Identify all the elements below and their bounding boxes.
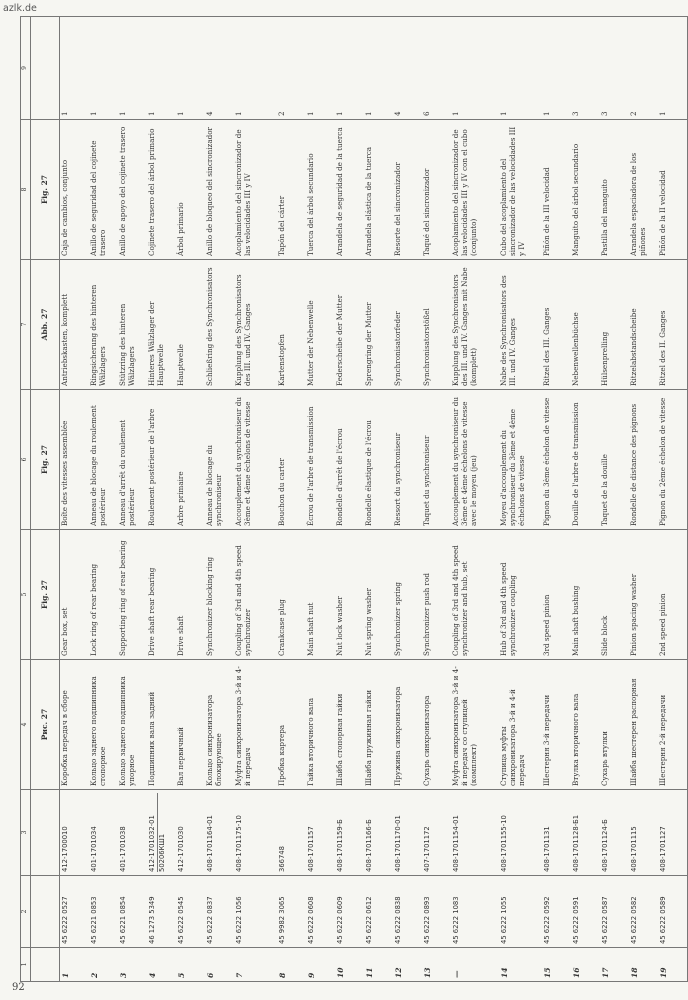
- quantity: 1: [147, 17, 176, 120]
- column-number-row: [21, 17, 31, 982]
- column-number: 6: [21, 390, 31, 530]
- part-code: 408-1701131: [542, 790, 571, 876]
- name-german: Ritzelabstandscheibe: [629, 260, 658, 390]
- quantity: 1: [451, 17, 499, 120]
- table-row: [629, 17, 658, 982]
- name-french: Anneau d'arrêt du roulement postérieur: [118, 390, 147, 530]
- catalog-number: 45 6221 0853: [89, 876, 118, 948]
- name-russian: Муфта синхронизатора 3-й и 4-й передач со ступицей (комплект): [451, 660, 499, 790]
- part-code: 408-1701127: [658, 790, 688, 876]
- quantity: 3: [600, 17, 629, 120]
- name-russian: Сухарь синхронизатора: [422, 660, 451, 790]
- quantity: 6: [422, 17, 451, 120]
- name-english: Slide block: [600, 530, 629, 660]
- name-spanish: Tuerca del árbol secundario: [306, 120, 335, 260]
- name-english: Lock ring of rear bearing: [89, 530, 118, 660]
- table-row: [451, 17, 499, 982]
- name-russian: Коробка передач в сборе: [60, 660, 90, 790]
- table-row: [118, 17, 147, 982]
- name-english: Hub of 3rd and 4th speed synchronizer coupling: [499, 530, 542, 660]
- catalog-number: 45 6222 0587: [600, 876, 629, 948]
- figure-header-en: Fig. 27: [31, 530, 60, 660]
- part-code: 408-1701157: [306, 790, 335, 876]
- name-english: Nut lock washer: [335, 530, 364, 660]
- name-spanish: Anillo de apoyo del cojinete trasero: [118, 120, 147, 260]
- figure-header-blank: [31, 876, 60, 948]
- item-number: 11: [364, 948, 393, 982]
- catalog-number: 45 6221 0854: [118, 876, 147, 948]
- figure-header-fr: Fig. 27: [31, 390, 60, 530]
- figure-header-blank: [31, 948, 60, 982]
- item-number: 8: [277, 948, 306, 982]
- part-code: 412-1700010: [60, 790, 90, 876]
- table-row: [234, 17, 277, 982]
- part-code: 408-1701154-01: [451, 790, 499, 876]
- item-number: 12: [393, 948, 422, 982]
- table-row: [658, 17, 688, 982]
- item-number: 3: [118, 948, 147, 982]
- column-number: 5: [21, 530, 31, 660]
- name-german: Federscheibe der Mutter: [335, 260, 364, 390]
- name-french: Accouplement du synchroniseur du 3ème et 4ème échelons de vitesse: [234, 390, 277, 530]
- name-german: Nebenwellenbüchse: [571, 260, 600, 390]
- catalog-number: 45 6222 1056: [234, 876, 277, 948]
- parts-table-body: [60, 17, 688, 982]
- name-russian: Кольцо заднего подшипника стопорное: [89, 660, 118, 790]
- name-spanish: Caja de cambios, conjunto: [60, 120, 90, 260]
- name-german: Nabe des Synchronisators des III. und IV. Ganges: [499, 260, 542, 390]
- name-russian: Пробка картера: [277, 660, 306, 790]
- name-german: Hinteres Wälzlager der Hauptwelle: [147, 260, 176, 390]
- column-number: 3: [21, 790, 31, 876]
- name-french: Arbre primaire: [176, 390, 205, 530]
- name-german: Antriebskasten, komplett: [60, 260, 90, 390]
- name-spanish: Tapón del cárter: [277, 120, 306, 260]
- name-french: Rondelle de distance des pignons: [629, 390, 658, 530]
- name-russian: Шайба пружинная гайки: [364, 660, 393, 790]
- name-english: Synchronizer blocking ring: [205, 530, 234, 660]
- catalog-number: 45 6222 0838: [393, 876, 422, 948]
- figure-header-ru: Рис. 27: [31, 660, 60, 790]
- name-german: Kupplung des Synchronisators des III. und IV. Ganges mit Nabe (komplett): [451, 260, 499, 390]
- name-russian: Шайба стопорная гайки: [335, 660, 364, 790]
- column-number: 8: [21, 120, 31, 260]
- item-number: —: [451, 948, 499, 982]
- item-number: 7: [234, 948, 277, 982]
- name-french: Taquet du synchroniseur: [422, 390, 451, 530]
- part-code: 408-1701124-Б: [600, 790, 629, 876]
- name-french: Moyeu d'accouplement du synchroniseur du 3ème et 4ème échelons de vitesse: [499, 390, 542, 530]
- name-english: Synchronizer spring: [393, 530, 422, 660]
- figure-header-blank: [31, 17, 60, 120]
- name-spanish: Manguito del árbol secundario: [571, 120, 600, 260]
- name-spanish: Acoplamiento del sincronizador de las velocidades III y IV con el cubo (conjunto): [451, 120, 499, 260]
- item-number: 9: [306, 948, 335, 982]
- part-code-secondary: 50206КШ1: [157, 793, 166, 872]
- name-french: Rondelle élastique de l'écrou: [364, 390, 393, 530]
- catalog-number: 45 6222 0837: [205, 876, 234, 948]
- name-english: Supporting ring of rear bearing: [118, 530, 147, 660]
- name-russian: Сухарь втулки: [600, 660, 629, 790]
- name-english: Drive shaft: [176, 530, 205, 660]
- name-english: Coupling of 3rd and 4th speed synchronizer and hub, set: [451, 530, 499, 660]
- name-german: Hauptwelle: [176, 260, 205, 390]
- part-code: 401-1701034: [89, 790, 118, 876]
- name-english: Pinion spacing washer: [629, 530, 658, 660]
- catalog-number: 45 6222 0893: [422, 876, 451, 948]
- catalog-number: 45 6222 0527: [60, 876, 90, 948]
- name-english: 3rd speed pinion: [542, 530, 571, 660]
- name-german: Sprengring der Mutter: [364, 260, 393, 390]
- figure-header-es: Fig. 27: [31, 120, 60, 260]
- quantity: 4: [393, 17, 422, 120]
- name-spanish: Resorte del sincronizador: [393, 120, 422, 260]
- name-german: Synchronisatorstößel: [422, 260, 451, 390]
- name-russian: Гайка вторичного вала: [306, 660, 335, 790]
- quantity: 1: [118, 17, 147, 120]
- name-spanish: Árbol primario: [176, 120, 205, 260]
- name-spanish: Arandela espaciadora de los piñones: [629, 120, 658, 260]
- name-english: Gear box, set: [60, 530, 90, 660]
- name-english: Drive shaft rear bearing: [147, 530, 176, 660]
- part-code: 366748: [277, 790, 306, 876]
- table-row: [205, 17, 234, 982]
- page-number: 92: [12, 982, 25, 993]
- catalog-number: 45 9982 3065: [277, 876, 306, 948]
- quantity: 1: [364, 17, 393, 120]
- quantity: 4: [205, 17, 234, 120]
- name-german: Synchronisatorfeder: [393, 260, 422, 390]
- table-row: [571, 17, 600, 982]
- item-number: 5: [176, 948, 205, 982]
- item-number: 6: [205, 948, 234, 982]
- name-french: Pignon du 3ème échelon de vitesse: [542, 390, 571, 530]
- table-row: [147, 17, 176, 982]
- name-spanish: Cubo del acoplamiento del sincronizador de las velocidades III y IV: [499, 120, 542, 260]
- name-german: Schließring des Synchronisators: [205, 260, 234, 390]
- part-code: 408-1701175-10: [234, 790, 277, 876]
- name-french: Ressort du synchroniseur: [393, 390, 422, 530]
- quantity: 2: [277, 17, 306, 120]
- table-row: [499, 17, 542, 982]
- table-row: [306, 17, 335, 982]
- column-number: 2: [21, 876, 31, 948]
- table-row: [335, 17, 364, 982]
- part-code: 408-1701115: [629, 790, 658, 876]
- item-number: 1: [60, 948, 90, 982]
- name-german: Stützring des hinteren Wälzlagers: [118, 260, 147, 390]
- column-number: 1: [21, 948, 31, 982]
- name-english: Synchronizer push rod: [422, 530, 451, 660]
- table-row: [542, 17, 571, 982]
- name-spanish: Acoplamiento del sincronizador de las velocidades III y IV: [234, 120, 277, 260]
- table-row: [176, 17, 205, 982]
- column-number: 7: [21, 260, 31, 390]
- name-english: Main shaft bushing: [571, 530, 600, 660]
- part-code: 408-1701128-Б1: [571, 790, 600, 876]
- part-code: 412-1701030: [176, 790, 205, 876]
- catalog-number: 46 1273 5349: [147, 876, 176, 948]
- catalog-number: 45 6222 0582: [629, 876, 658, 948]
- catalog-number: 45 6222 0545: [176, 876, 205, 948]
- table-row: [393, 17, 422, 982]
- name-german: Kartenstopfen: [277, 260, 306, 390]
- table-row: [422, 17, 451, 982]
- name-german: Ritzel des II. Ganges: [658, 260, 688, 390]
- catalog-number: 45 6222 1083: [451, 876, 499, 948]
- item-number: 19: [658, 948, 688, 982]
- item-number: 15: [542, 948, 571, 982]
- figure-header-de: Abb. 27: [31, 260, 60, 390]
- quantity: 2: [629, 17, 658, 120]
- name-spanish: Arandela de seguridad de la tuerca: [335, 120, 364, 260]
- name-english: Main shaft nut: [306, 530, 335, 660]
- name-spanish: Piñón de la III velocidad: [542, 120, 571, 260]
- quantity: 1: [89, 17, 118, 120]
- quantity: 1: [542, 17, 571, 120]
- name-german: Ritzel des III. Ganges: [542, 260, 571, 390]
- name-french: Boîte des vitesses assemblée: [60, 390, 90, 530]
- name-spanish: Taqué del sincronizador: [422, 120, 451, 260]
- name-russian: Втулка вторичного вала: [571, 660, 600, 790]
- name-russian: Шестерня 3-й передачи: [542, 660, 571, 790]
- name-german: Mutter der Nebenwelle: [306, 260, 335, 390]
- part-code: 401-1701038: [118, 790, 147, 876]
- part-code: 408-1701164-01: [205, 790, 234, 876]
- name-french: Anneau de blocage du roulement postérieur: [89, 390, 118, 530]
- name-russian: Шестерня 2-й передачи: [658, 660, 688, 790]
- name-french: Pignon du 2ème échelon de vitesse: [658, 390, 688, 530]
- column-number: 4: [21, 660, 31, 790]
- item-number: 14: [499, 948, 542, 982]
- table-row: [600, 17, 629, 982]
- item-number: 10: [335, 948, 364, 982]
- part-code: 408-1701159-Б: [335, 790, 364, 876]
- parts-table: [20, 16, 688, 982]
- figure-header-blank: [31, 790, 60, 876]
- catalog-number: 45 6222 1055: [499, 876, 542, 948]
- catalog-number: 45 6222 0592: [542, 876, 571, 948]
- quantity: 1: [60, 17, 90, 120]
- name-russian: Вал первичный: [176, 660, 205, 790]
- column-number: 9: [21, 17, 31, 120]
- watermark: azlk.de: [3, 3, 37, 14]
- item-number: 2: [89, 948, 118, 982]
- item-number: 16: [571, 948, 600, 982]
- name-spanish: Cojinete trasero del árbol primario: [147, 120, 176, 260]
- name-english: Nut spring washer: [364, 530, 393, 660]
- name-russian: Пружина синхронизатора: [393, 660, 422, 790]
- name-french: Roulement postérieur de l'arbre: [147, 390, 176, 530]
- table-row: [60, 17, 90, 982]
- catalog-number: 45 6222 0591: [571, 876, 600, 948]
- name-french: Accouplement du synchroniseur du 3ème et 4ème échelons de vitesse avec le moyeu (jeu): [451, 390, 499, 530]
- figure-header-row: [31, 17, 60, 982]
- item-number: 18: [629, 948, 658, 982]
- name-russian: Подшипник вала задний: [147, 660, 176, 790]
- table-row: [89, 17, 118, 982]
- item-number: 4: [147, 948, 176, 982]
- table-row: [364, 17, 393, 982]
- name-french: Anneau de blocage du synchroniseur: [205, 390, 234, 530]
- catalog-number: 45 6222 0612: [364, 876, 393, 948]
- part-code: 408-1701155-10: [499, 790, 542, 876]
- name-spanish: Anillo de seguridad del cojinete trasero: [89, 120, 118, 260]
- name-french: Rondelle d'arrêt de l'écrou: [335, 390, 364, 530]
- name-german: Kupplung des Synchronisators des III. und IV. Ganges: [234, 260, 277, 390]
- name-russian: Кольцо заднего подшипника упорное: [118, 660, 147, 790]
- part-code-primary: 412-1701032-01: [148, 815, 156, 872]
- name-german: Ringsicherung des hinteren Wälzlagers: [89, 260, 118, 390]
- quantity: 1: [306, 17, 335, 120]
- quantity: 1: [176, 17, 205, 120]
- quantity: 1: [234, 17, 277, 120]
- table-row: [277, 17, 306, 982]
- part-code: [147, 790, 176, 876]
- name-german: Hülsenprelling: [600, 260, 629, 390]
- part-code: 408-1701166-Б: [364, 790, 393, 876]
- part-code: 407-1701172: [422, 790, 451, 876]
- name-russian: Шайба шестерен распорная: [629, 660, 658, 790]
- name-english: Crankcase plug: [277, 530, 306, 660]
- name-french: Écrou de l'arbre de transmission: [306, 390, 335, 530]
- name-russian: Муфта синхронизатора 3-й и 4-й передач: [234, 660, 277, 790]
- name-spanish: Pastilla del manguito: [600, 120, 629, 260]
- catalog-number: 45 6222 0589: [658, 876, 688, 948]
- name-french: Douille de l'arbre de transmission: [571, 390, 600, 530]
- quantity: 1: [335, 17, 364, 120]
- name-french: Taquet de la douille: [600, 390, 629, 530]
- name-russian: Ступица муфты синхронизатора 3-й и 4-й передач: [499, 660, 542, 790]
- name-english: 2nd speed pinion: [658, 530, 688, 660]
- catalog-number: 45 6222 0609: [335, 876, 364, 948]
- name-russian: Кольцо синхронизатора блокирующее: [205, 660, 234, 790]
- quantity: 1: [658, 17, 688, 120]
- part-code: 408-1701170-01: [393, 790, 422, 876]
- name-spanish: Anillo de bloqueo del sincronizador: [205, 120, 234, 260]
- name-english: Coupling of 3rd and 4th speed synchronizer: [234, 530, 277, 660]
- item-number: 13: [422, 948, 451, 982]
- catalog-number: 45 6222 0608: [306, 876, 335, 948]
- name-french: Bouchon du carter: [277, 390, 306, 530]
- name-spanish: Arandela elástica de la tuerca: [364, 120, 393, 260]
- item-number: 17: [600, 948, 629, 982]
- name-spanish: Piñón de la II velocidad: [658, 120, 688, 260]
- quantity: 3: [571, 17, 600, 120]
- quantity: 1: [499, 17, 542, 120]
